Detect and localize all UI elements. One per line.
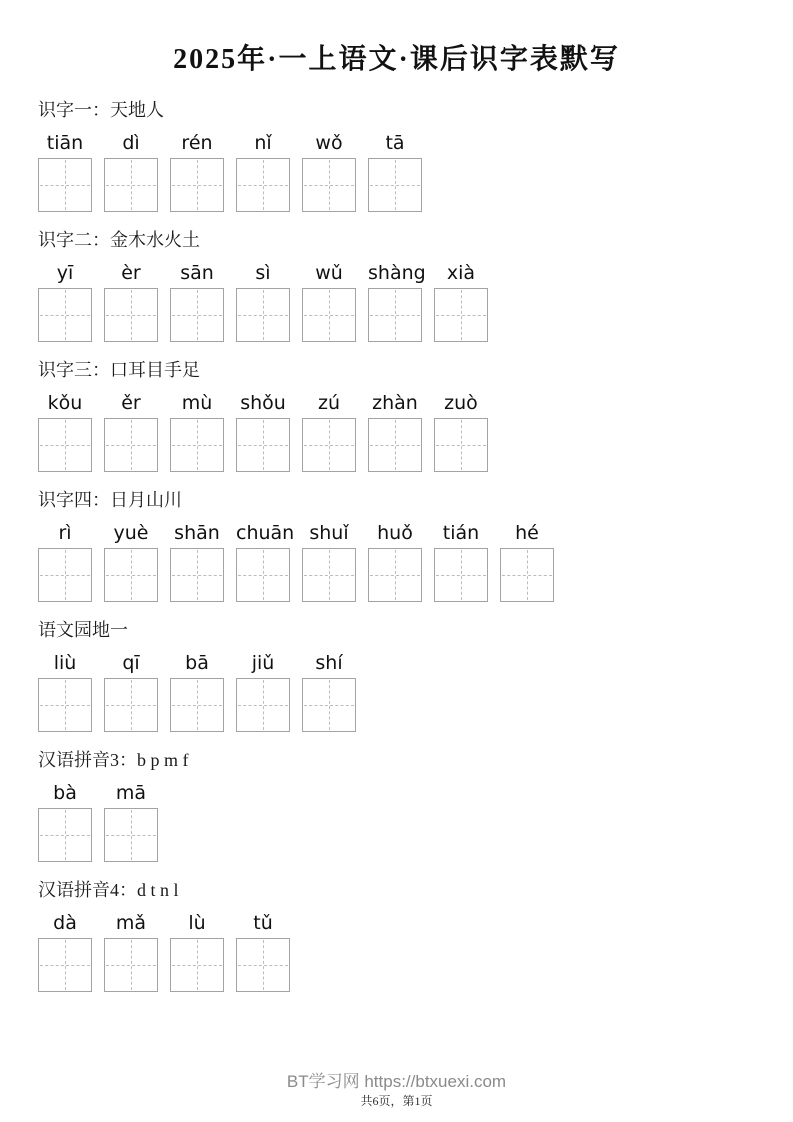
writing-grid-box — [104, 548, 158, 602]
worksheet-section — [38, 359, 755, 472]
pinyin-label: dì — [122, 132, 140, 154]
pinyin-label: tiān — [46, 132, 84, 154]
writing-grid-box — [302, 288, 356, 342]
pinyin-label: èr — [121, 262, 141, 284]
pinyin-cell — [170, 391, 224, 472]
worksheet-section — [38, 749, 755, 862]
pinyin-row — [38, 911, 755, 992]
pinyin-cell — [104, 781, 158, 862]
pinyin-label: shǒu — [240, 392, 286, 414]
writing-grid-box — [236, 158, 290, 212]
writing-grid-box — [236, 678, 290, 732]
writing-grid-box — [434, 288, 488, 342]
pinyin-label: sān — [180, 262, 214, 284]
writing-grid-box — [38, 808, 92, 862]
pinyin-label: ěr — [121, 392, 141, 414]
pinyin-label: mǎ — [115, 912, 147, 934]
pinyin-label: chuān — [236, 522, 295, 544]
pinyin-cell — [236, 521, 295, 602]
pinyin-cell — [170, 521, 224, 602]
writing-grid-box — [38, 938, 92, 992]
writing-grid-box — [104, 158, 158, 212]
writing-grid-box — [170, 158, 224, 212]
pinyin-label: wǔ — [315, 262, 343, 284]
writing-grid-box — [434, 548, 488, 602]
pinyin-cell — [170, 131, 224, 212]
pinyin-cell — [368, 131, 422, 212]
pinyin-cell — [104, 131, 158, 212]
pinyin-label: shí — [315, 652, 343, 674]
worksheet-section — [38, 99, 755, 212]
writing-grid-box — [368, 288, 422, 342]
page-number-info: 共6页，第1页 — [360, 1094, 433, 1108]
pinyin-label: dà — [53, 912, 77, 934]
writing-grid-box — [302, 548, 356, 602]
writing-grid-box — [170, 938, 224, 992]
pinyin-label: yuè — [113, 522, 149, 544]
pinyin-label: nǐ — [254, 132, 272, 154]
pinyin-label: hé — [515, 522, 539, 544]
worksheet-section — [38, 619, 755, 732]
writing-grid-box — [38, 288, 92, 342]
pinyin-row — [38, 651, 755, 732]
pinyin-label: kǒu — [47, 392, 83, 414]
writing-grid-box — [302, 678, 356, 732]
writing-grid-box — [302, 158, 356, 212]
pinyin-cell — [236, 651, 290, 732]
writing-grid-box — [104, 418, 158, 472]
pinyin-cell — [38, 521, 92, 602]
pinyin-label: huǒ — [377, 522, 413, 544]
pinyin-label: zuò — [444, 392, 478, 414]
writing-grid-box — [104, 678, 158, 732]
writing-grid-box — [38, 678, 92, 732]
pinyin-label: zú — [317, 392, 340, 414]
pinyin-label: zhàn — [372, 392, 418, 414]
pinyin-row — [38, 131, 755, 212]
pinyin-cell — [302, 391, 356, 472]
pinyin-label: rì — [58, 522, 72, 544]
writing-grid-box — [236, 288, 290, 342]
pinyin-label: mù — [181, 392, 213, 414]
pinyin-label: rén — [181, 132, 213, 154]
pinyin-label: tián — [442, 522, 480, 544]
writing-grid-box — [104, 938, 158, 992]
pinyin-cell — [38, 261, 92, 342]
worksheet-section — [38, 879, 755, 992]
pinyin-cell — [434, 391, 488, 472]
pinyin-cell — [368, 261, 426, 342]
pinyin-cell — [500, 521, 554, 602]
writing-grid-box — [368, 418, 422, 472]
pinyin-cell — [236, 391, 290, 472]
pinyin-cell — [170, 911, 224, 992]
pinyin-cell — [38, 131, 92, 212]
pinyin-label: xià — [446, 262, 476, 284]
pinyin-cell — [38, 911, 92, 992]
pinyin-label: sì — [255, 262, 271, 284]
writing-grid-box — [368, 548, 422, 602]
section-header: 汉语拼音4：d t n l — [38, 880, 179, 900]
pinyin-row — [38, 391, 755, 472]
pinyin-cell — [302, 131, 356, 212]
pinyin-label: shān — [174, 522, 220, 544]
writing-grid-box — [38, 158, 92, 212]
pinyin-cell — [38, 391, 92, 472]
writing-grid-box — [302, 418, 356, 472]
writing-grid-box — [170, 678, 224, 732]
pinyin-cell — [104, 651, 158, 732]
writing-grid-box — [104, 288, 158, 342]
pinyin-cell — [302, 261, 356, 342]
pinyin-label: lù — [188, 912, 206, 934]
section-header: 识字四：日月山川 — [38, 490, 182, 510]
section-header: 语文园地一 — [38, 620, 128, 640]
pinyin-label: shuǐ — [309, 522, 349, 544]
writing-grid-box — [500, 548, 554, 602]
pinyin-cell — [170, 261, 224, 342]
worksheet-section — [38, 229, 755, 342]
worksheet-section — [38, 489, 755, 602]
pinyin-label: shàng — [368, 262, 426, 284]
writing-grid-box — [368, 158, 422, 212]
pinyin-cell — [170, 651, 224, 732]
pinyin-cell — [104, 391, 158, 472]
pinyin-label: jiǔ — [251, 652, 275, 674]
page-footer — [0, 1071, 793, 1109]
pinyin-cell — [236, 261, 290, 342]
writing-grid-box — [170, 548, 224, 602]
writing-grid-box — [38, 548, 92, 602]
pinyin-label: qī — [122, 652, 140, 674]
section-header: 识字一：天地人 — [38, 100, 164, 120]
pinyin-label: liù — [53, 652, 77, 674]
page-title: 2025年·一上语文·课后识字表默写 — [173, 44, 620, 75]
writing-grid-box — [104, 808, 158, 862]
pinyin-cell — [434, 521, 488, 602]
writing-grid-box — [38, 418, 92, 472]
writing-grid-box — [434, 418, 488, 472]
pinyin-cell — [38, 781, 92, 862]
pinyin-cell — [302, 651, 356, 732]
section-header: 识字二：金木水火土 — [38, 230, 200, 250]
writing-grid-box — [170, 418, 224, 472]
writing-grid-box — [170, 288, 224, 342]
pinyin-cell — [368, 391, 422, 472]
pinyin-cell — [302, 521, 356, 602]
pinyin-label: tā — [385, 132, 405, 154]
writing-grid-box — [236, 418, 290, 472]
writing-grid-box — [236, 548, 290, 602]
watermark-text: BT学习网 https://btxuexi.com — [286, 1072, 507, 1091]
pinyin-row — [38, 261, 755, 342]
section-header: 识字三：口耳目手足 — [38, 360, 200, 380]
pinyin-cell — [236, 131, 290, 212]
pinyin-cell — [104, 911, 158, 992]
pinyin-label: mā — [115, 782, 147, 804]
pinyin-label: wǒ — [315, 132, 343, 154]
pinyin-cell — [236, 911, 290, 992]
pinyin-cell — [104, 261, 158, 342]
pinyin-label: bā — [185, 652, 209, 674]
pinyin-label: tǔ — [253, 912, 273, 934]
pinyin-label: bà — [53, 782, 77, 804]
pinyin-cell — [104, 521, 158, 602]
sections-container — [38, 99, 755, 992]
section-header: 汉语拼音3：b p m f — [38, 750, 189, 770]
pinyin-cell — [368, 521, 422, 602]
pinyin-row — [38, 781, 755, 862]
pinyin-row — [38, 521, 755, 602]
pinyin-label: yī — [56, 262, 74, 284]
pinyin-cell — [434, 261, 488, 342]
pinyin-cell — [38, 651, 92, 732]
writing-grid-box — [236, 938, 290, 992]
